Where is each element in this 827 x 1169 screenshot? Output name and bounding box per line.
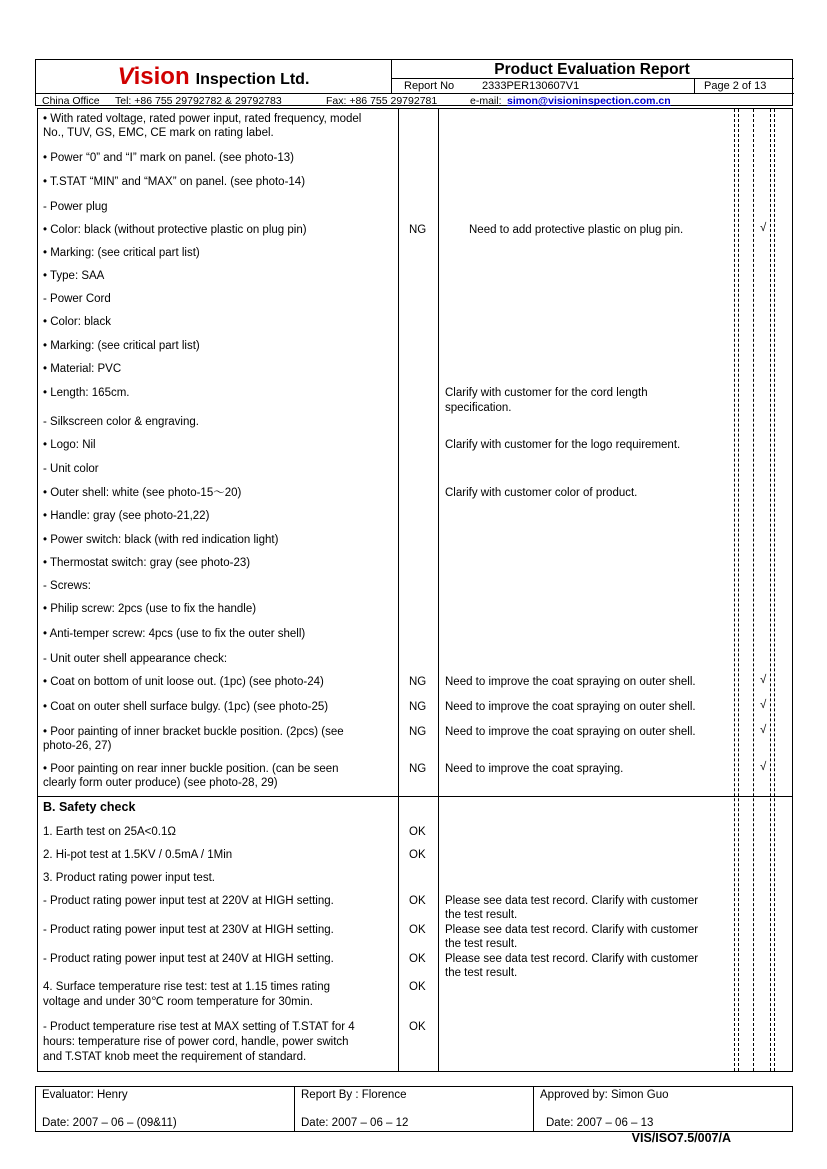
company-logo: Vision Inspection Ltd. [117, 63, 310, 90]
page-number: Page 2 of 13 [704, 80, 767, 92]
row-result: NG [409, 676, 427, 688]
safety-remark: Please see data test record. Clarify with customer [445, 895, 699, 907]
row-item-text: • T.STAT “MIN” and “MAX” on panel. (see photo-14) [43, 176, 306, 188]
row-remark: Need to improve the coat spraying on outer shell. [445, 701, 696, 713]
safety-result: OK [409, 849, 426, 861]
row-item-text: • Coat on outer shell surface bulgy. (1pc) (see photo-25) [43, 701, 329, 713]
safety-remark-cont: the test result. [445, 967, 518, 979]
report-by: Report By : Florence [301, 1089, 407, 1101]
safety-item-text: - Product rating power input test at 230V at HIGH setting. [43, 924, 334, 936]
row-remark: Clarify with customer for the logo requirement. [445, 439, 681, 451]
row-item-text: - Unit outer shell appearance check: [43, 653, 228, 665]
report-header [35, 59, 793, 106]
safety-item-text: - Product rating power input test at 240V at HIGH setting. [43, 953, 334, 965]
section-title: B. Safety check [43, 800, 136, 814]
safety-result: OK [409, 924, 426, 936]
row-item-text: • Power switch: black (with red indication light) [43, 534, 279, 546]
approved-by: Approved by: Simon Guo [540, 1089, 669, 1101]
row-item-text: • Type: SAA [43, 270, 105, 282]
row-item-text: • Poor painting of inner bracket buckle position. (2pcs) (see [43, 726, 344, 738]
safety-item-text: 1. Earth test on 25A<0.1Ω [43, 826, 176, 838]
row-item-text: - Unit color [43, 463, 99, 475]
report-no-label: Report No [404, 80, 455, 92]
office-label: China Office [42, 95, 100, 107]
row-item-text: • Color: black [43, 316, 111, 328]
row-item-text: • Poor painting on rear inner buckle position. (can be seen [43, 763, 339, 775]
row-item-text: • Philip screw: 2pcs (use to fix the handle) [43, 603, 257, 615]
safety-result: OK [409, 895, 426, 907]
row-item-text: • With rated voltage, rated power input, rated frequency, model [43, 113, 362, 125]
row-item-text: • Color: black (without protective plastic on plug pin) [43, 224, 307, 236]
row-item-text: • Thermostat switch: gray (see photo-23) [43, 557, 251, 569]
row-item-text: • Logo: Nil [43, 439, 96, 451]
approval-date: Date: 2007 – 06 – 13 [546, 1117, 654, 1129]
safety-item-text: 3. Product rating power input test. [43, 872, 215, 884]
fax: Fax: +86 755 29792781 [326, 95, 438, 107]
row-remark: Clarify with customer for the cord length [445, 387, 648, 399]
row-item-text: • Length: 165cm. [43, 387, 130, 399]
row-remark: Clarify with customer color of product. [445, 487, 638, 499]
safety-result: OK [409, 981, 426, 993]
row-item-text: • Handle: gray (see photo-21,22) [43, 510, 210, 522]
row-item-text: • Material: PVC [43, 363, 122, 375]
row-item-text: - Power plug [43, 201, 108, 213]
email-label: e-mail: [470, 95, 502, 107]
report-no: 2333PER130607V1 [482, 80, 580, 92]
report-date: Date: 2007 – 06 – 12 [301, 1117, 409, 1129]
safety-item-text-cont: voltage and under 30℃ room temperature for 30min. [43, 996, 313, 1008]
safety-result: OK [409, 953, 426, 965]
document-code: VIS/ISO7.5/007/A [631, 1131, 731, 1145]
safety-item-text: 2. Hi-pot test at 1.5KV / 0.5mA / 1Min [43, 849, 233, 861]
row-item-text: • Marking: (see critical part list) [43, 340, 200, 352]
report-title: Product Evaluation Report [494, 61, 690, 78]
check-mark: √ [760, 222, 767, 234]
check-mark: √ [760, 674, 767, 686]
safety-remark-cont: the test result. [445, 909, 518, 921]
row-remark: Need to improve the coat spraying on outer shell. [445, 726, 696, 738]
safety-remark: Please see data test record. Clarify with customer [445, 924, 699, 936]
row-item-text: • Power “0” and “Ⅰ” mark on panel. (see photo-13) [43, 152, 294, 164]
phone: Tel: +86 755 29792782 & 29792783 [115, 95, 282, 107]
email-link[interactable]: simon@visioninspection.com.cn [507, 95, 671, 107]
check-mark: √ [760, 761, 767, 773]
safety-result: OK [409, 1021, 426, 1033]
safety-item-text-cont: hours: temperature rise of power cord, handle, power switch [43, 1036, 349, 1048]
signature-footer [35, 1086, 793, 1132]
row-item-text: - Power Cord [43, 293, 111, 305]
evaluator: Evaluator: Henry [42, 1089, 128, 1101]
safety-item-text: 4. Surface temperature rise test: test at 1.15 times rating [43, 981, 330, 993]
row-remark: Need to add protective plastic on plug pin. [469, 224, 684, 236]
safety-remark-cont: the test result. [445, 938, 518, 950]
safety-item-text: - Product rating power input test at 220V at HIGH setting. [43, 895, 334, 907]
row-item-text: • Anti-temper screw: 4pcs (use to fix the outer shell) [43, 628, 306, 640]
check-mark: √ [760, 724, 767, 736]
safety-item-text: - Product temperature rise test at MAX setting of T.STAT for 4 [43, 1021, 355, 1033]
row-item-text: - Silkscreen color & engraving. [43, 416, 199, 428]
safety-item-text-cont: and T.STAT knob meet the requirement of standard. [43, 1051, 307, 1063]
row-item-text-cont: clearly form outer produce) (see photo-28, 29) [43, 777, 278, 789]
row-item-text: - Screws: [43, 580, 91, 592]
safety-remark: Please see data test record. Clarify with customer [445, 953, 699, 965]
row-item-text-cont: No., TUV, GS, EMC, CE mark on rating label. [43, 127, 274, 139]
row-result: NG [409, 763, 427, 775]
row-item-text-cont: photo-26, 27) [43, 740, 112, 752]
row-item-text: • Coat on bottom of unit loose out. (1pc) (see photo-24) [43, 676, 324, 688]
row-result: NG [409, 701, 427, 713]
row-item-text: • Outer shell: white (see photo-15～20) [43, 487, 242, 499]
safety-result: OK [409, 826, 426, 838]
row-remark: Need to improve the coat spraying. [445, 763, 624, 775]
row-remark-cont: specification. [445, 402, 512, 414]
evaluation-date: Date: 2007 – 06 – (09&11) [42, 1117, 177, 1129]
row-item-text: • Marking: (see critical part list) [43, 247, 200, 259]
row-result: NG [409, 726, 427, 738]
check-mark: √ [760, 699, 767, 711]
row-result: NG [409, 224, 427, 236]
row-remark: Need to improve the coat spraying on outer shell. [445, 676, 696, 688]
